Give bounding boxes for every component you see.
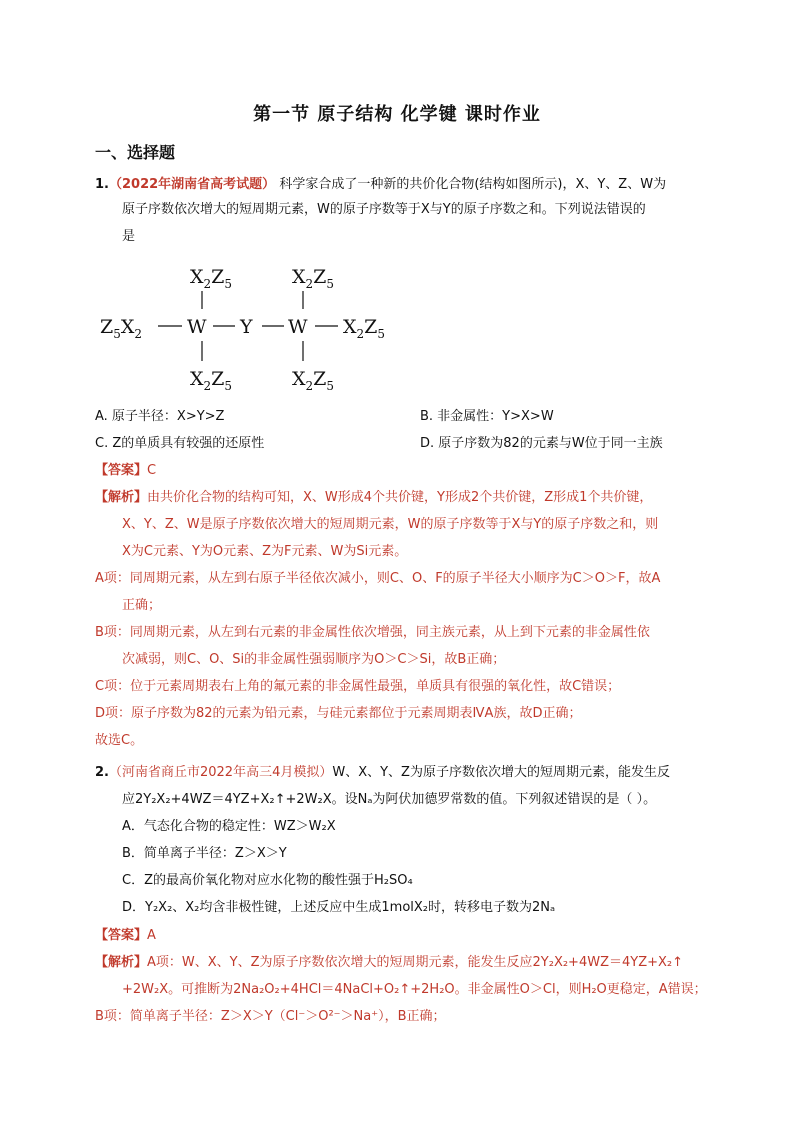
q2-option-b: B．简单离子半径：Z＞X＞Y	[122, 846, 287, 861]
page-title: 第一节 原子结构 化学键 课时作业	[253, 104, 541, 125]
q1-analysis-d: D项：原子序数为82的元素为铅元素，与硅元素都位于元素周期表ⅣA族，故D正确；	[95, 706, 582, 721]
struct-top-left-group: $X_2Z_5$	[190, 266, 233, 291]
q1-number: 1.	[95, 177, 109, 192]
structure-diagram	[98, 255, 408, 395]
q1-analysis-b-cont: 次减弱，则C、O、Si的非金属性强弱顺序为O＞C＞Si，故B正确；	[122, 652, 506, 667]
q2-stem2: 应2Y₂X₂+4WZ＝4YZ+X₂↑+2W₂X。设Nₐ为阿伏加德罗常数的值。下列叙述错误的是（ ）。	[122, 792, 657, 807]
q2-analysis-line1: 【解析】A项：W、X、Y、Z为原子序数依次增大的短周期元素，能发生反应2Y₂X₂+4WZ＝4YZ+X₂↑	[95, 955, 683, 970]
q2-answer: 【答案】A	[95, 928, 156, 943]
q1-analysis-a-cont: 正确；	[122, 598, 162, 613]
q2-analysis-b: B项：简单离子半径：Z＞X＞Y（Cl⁻＞O²⁻＞Na⁺），B正确；	[95, 1009, 446, 1024]
q2-option-a: A．气态化合物的稳定性：WZ＞W₂X	[122, 819, 336, 834]
section-heading: 一、选择题	[95, 143, 176, 162]
q1-stem3: 是	[122, 229, 136, 244]
q2-option-d: D．Y₂X₂、X₂均含非极性键，上述反应中生成1molX₂时，转移电子数为2Nₐ	[122, 900, 556, 915]
struct-y: Y	[240, 316, 253, 338]
q1-stem2: 原子序数依次增大的短周期元素，W的原子序数等于X与Y的原子序数之和。下列说法错误的	[122, 202, 646, 217]
q2-stem1: W、X、Y、Z为原子序数依次增大的短周期元素，能发生反	[332, 765, 670, 780]
q1-analysis-line3: X为C元素、Y为O元素、Z为F元素、W为Si元素。	[122, 544, 408, 559]
q2-line1	[95, 763, 670, 783]
q1-analysis-c: C项：位于元素周期表右上角的氟元素的非金属性最强，单质具有很强的氧化性，故C错误；	[95, 679, 621, 694]
struct-bottom-left-group: $X_2Z_5$	[190, 368, 233, 393]
q1-conclusion: 故选C。	[95, 733, 144, 748]
q1-analysis-line1: 【解析】由共价化合物的结构可知，X、W形成4个共价键，Y形成2个共价键，Z形成1个共价键，	[95, 490, 653, 505]
q2-number: 2.	[95, 765, 109, 780]
struct-w-right: W	[288, 316, 308, 338]
q2-source: （河南省商丘市2022年高三4月模拟）	[108, 765, 333, 780]
q1-answer: 【答案】C	[95, 463, 157, 478]
q1-option-c: C. Z的单质具有较强的还原性	[95, 436, 265, 451]
struct-w-left: W	[187, 316, 207, 338]
q1-option-b: B. 非金属性：Y>X>W	[420, 409, 554, 424]
struct-bottom-right-group: $X_2Z_5$	[292, 368, 335, 393]
struct-top-right-group: $X_2Z_5$	[292, 266, 335, 291]
q1-analysis-line2: X、Y、Z、W是原子序数依次增大的短周期元素，W的原子序数等于X与Y的原子序数之和，则	[122, 517, 659, 532]
q1-option-a: A. 原子半径：X>Y>Z	[95, 409, 225, 424]
q1-analysis-a: A项：同周期元素，从左到右原子半径依次减小，则C、O、F的原子半径大小顺序为C＞O＞F，故A	[95, 571, 661, 586]
q1-analysis-b: B项：同周期元素，从左到右元素的非金属性依次增强，同主族元素，从上到下元素的非金属性依	[95, 625, 650, 640]
struct-right-group: $X_2Z_5$	[343, 316, 386, 341]
q2-option-c: C．Z的最高价氧化物对应水化物的酸性强于H₂SO₄	[122, 873, 413, 888]
q1-line1	[95, 175, 666, 195]
q1-stem1: 科学家合成了一种新的共价化合物(结构如图所示)，X、Y、Z、W为	[279, 177, 667, 192]
struct-left-group: $Z_5X_2$	[100, 316, 143, 341]
q1-option-d: D. 原子序数为82的元素与W位于同一主族	[420, 436, 663, 451]
q2-analysis-line2: +2W₂X。可推断为2Na₂O₂+4HCl＝4NaCl+O₂↑+2H₂O。非金属性O＞Cl，则H₂O更稳定，A错误；	[122, 982, 707, 997]
q1-source: （2022年湖南省高考试题）	[108, 177, 276, 192]
